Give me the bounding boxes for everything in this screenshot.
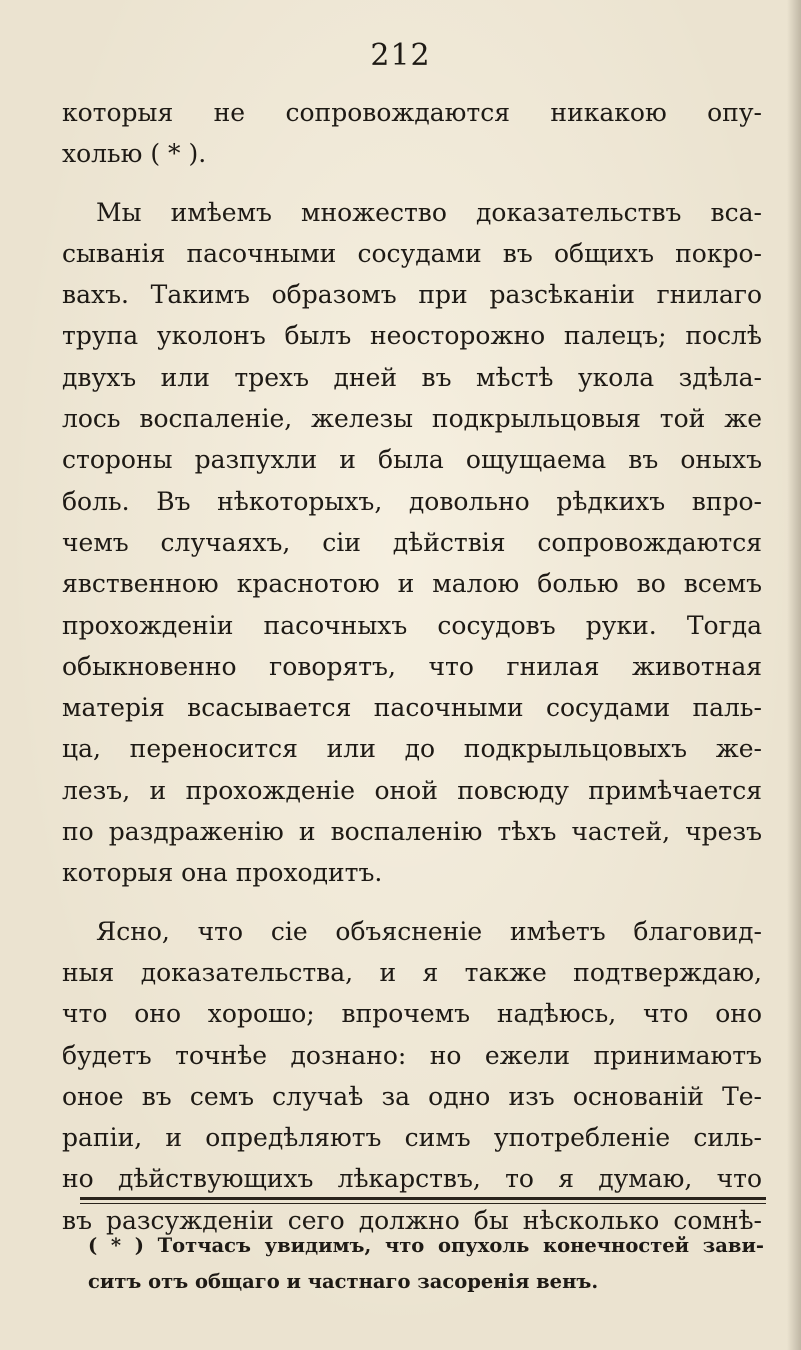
text-line: сыванія пасочными сосудами въ общихъ покро- [62,238,762,268]
text-line: лось воспаленіе, железы подкрыльцовыя той же [62,404,762,434]
text-line: двухъ или трехъ дней въ мѣстѣ укола здѣла- [62,362,762,392]
footnote-separator-rule [80,1197,766,1200]
paragraph-1 [62,92,762,175]
text-line: въ разсужденіи сего должно бы нѣсколько сомнѣ- [62,1205,762,1235]
text-line: прохожденіи пасочныхъ сосудовъ руки. Тогда [62,610,762,640]
text-line: но дѣйствующихъ лѣкарствъ, то я думаю, что [62,1164,762,1194]
footnote-separator-thin-rule [80,1203,766,1204]
text-line: ца, переносится или до подкрыльцовыхъ же- [62,734,762,764]
text-line: Мы имѣемъ множество доказательствъ вса- [96,197,762,227]
footnote-line: ситъ отъ общаго и частнаго засоренія венъ. [88,1270,599,1293]
text-line: которыя она проходитъ. [62,858,383,888]
page-number: 212 [370,38,431,73]
text-line: Ясно, что сіе объясненіе имѣетъ благовид- [96,916,762,946]
text-line: что оно хорошо; впрочемъ надѣюсь, что оно [62,999,762,1029]
text-line: обыкновенно говорятъ, что гнилая животная [62,651,762,681]
text-line: явственною краснотою и малою болью во всемъ [62,569,762,599]
text-line: лезъ, и прохожденіе оной повсюду примѣчается [62,775,762,805]
paragraph-2 [62,192,762,894]
text-line: матерія всасывается пасочными сосудами паль- [62,693,762,723]
text-line: чемъ случаяхъ, сіи дѣйствія сопровождаются [62,527,762,557]
main-text [62,92,762,1241]
text-line: которыя не сопровождаются никакою опу- [62,98,762,127]
page-edge-shadow [787,0,801,1350]
text-line: оное въ семъ случаѣ за одно изъ основаній Те- [62,1081,762,1111]
text-line: холью ( * ). [62,139,207,169]
text-line: боль. Въ нѣкоторыхъ, довольно рѣдкихъ впро- [62,486,762,516]
text-line: стороны разпухли и была ощущаема въ оныхъ [62,445,762,475]
text-line: трупа уколонъ былъ неосторожно палецъ; послѣ [62,321,762,351]
footnote [88,1228,764,1300]
text-line: вахъ. Такимъ образомъ при разсѣканіи гнилаго [62,280,762,310]
text-line: по раздраженію и воспаленію тѣхъ частей, чрезъ [62,817,762,847]
footnote-line: ( * ) Тотчасъ увидимъ, что опухоль конечностей зави- [88,1234,764,1257]
text-line: рапіи, и опредѣляютъ симъ употребленіе силь- [62,1123,762,1153]
text-line: ныя доказательства, и я также подтверждаю, [62,957,762,987]
paragraph-3 [62,911,762,1241]
text-line: будетъ точнѣе дознано: но ежели принимаютъ [62,1040,762,1070]
